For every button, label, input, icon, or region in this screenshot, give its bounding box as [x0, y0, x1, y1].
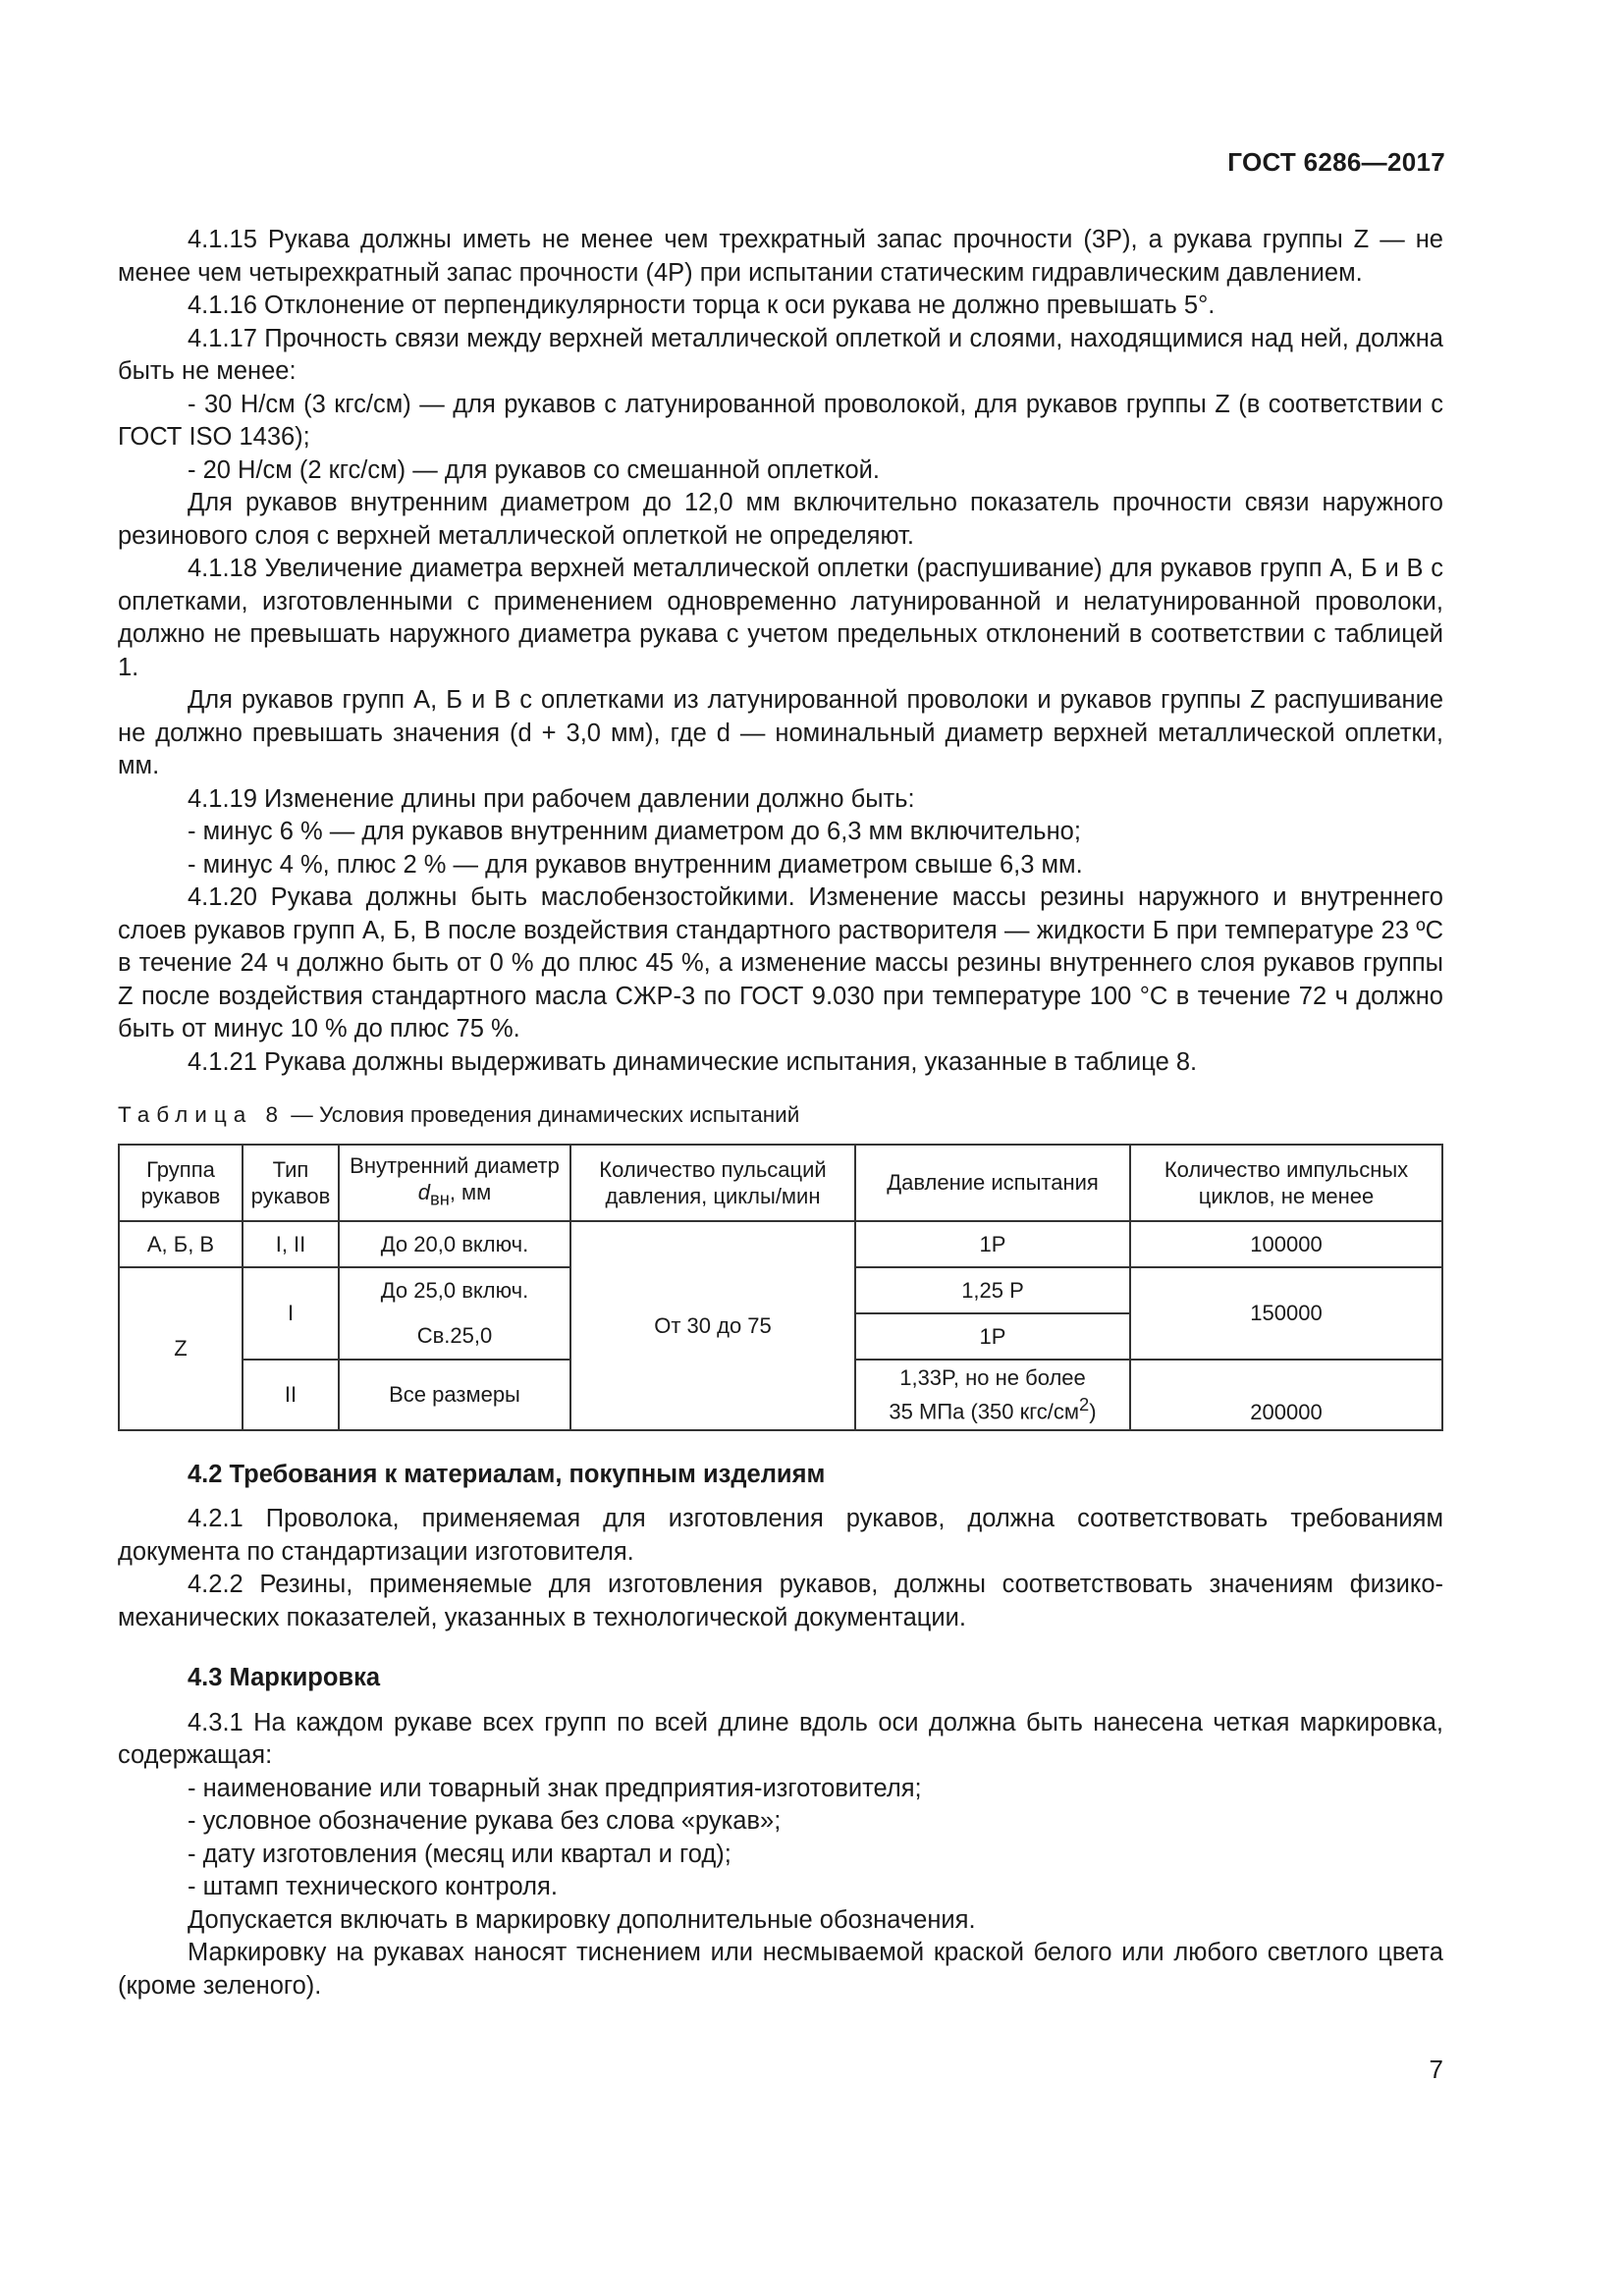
table-caption-label: Таблица 8 — [118, 1102, 285, 1127]
table-caption-text: — Условия проведения динамических испытаний — [285, 1102, 800, 1127]
table-header-row — [119, 1145, 1442, 1221]
paragraph-marking-method: Маркировку на рукавах наносят тиснением или несмываемой краской белого или любого светлого цвета (кроме зеленого). — [118, 1939, 1443, 2000]
paragraph-4-3-1: 4.3.1 На каждом рукаве всех групп по всей длине вдоль оси должна быть нанесена четкая маркировка, содержащая: — [118, 1708, 1443, 1769]
list-item-length-small: - минус 6 % — для рукавов внутренним диаметром до 6,3 мм включительно; — [188, 818, 1081, 845]
header-group: Группа рукавов — [119, 1145, 243, 1221]
table-row — [119, 1221, 1442, 1267]
cell-diameter: Св.25,0 — [339, 1313, 570, 1360]
header-type: Тип рукавов — [243, 1145, 339, 1221]
header-pressure: Давление испытания — [855, 1145, 1130, 1221]
cell-cycles: 100000 — [1130, 1221, 1442, 1267]
header-diameter: Внутренний диаметр $d_{вн}$, мм — [339, 1145, 570, 1221]
paragraph-4-1-19: 4.1.19 Изменение длины при рабочем давлении должно быть: — [188, 784, 915, 813]
page-number: 7 — [1429, 2055, 1443, 2084]
cell-group: Z — [119, 1267, 243, 1430]
list-item-marking: - наименование или товарный знак предприятия-изготовителя; — [188, 1774, 922, 1802]
cell-pressure: 1P — [855, 1313, 1130, 1360]
section-heading-4-3: 4.3 Маркировка — [188, 1664, 381, 1691]
list-item-marking: - штамп технического контроля. — [188, 1873, 558, 1900]
dynamic-test-table — [118, 1144, 1443, 1431]
cell-type: I — [243, 1267, 339, 1360]
list-item-bond-mixed: - 20 Н/см (2 кгс/см) — для рукавов со смешанной оплеткой. — [188, 455, 881, 484]
cell-type: II — [243, 1360, 339, 1430]
cell-diameter: Все размеры — [339, 1360, 570, 1430]
cell-diameter: До 20,0 включ. — [339, 1221, 570, 1267]
paragraph-4-1-21: 4.1.21 Рукава должны выдерживать динамические испытания, указанные в таблице 8. — [188, 1047, 1198, 1076]
section-heading-4-2: 4.2 Требования к материалам, покупным изделиям — [188, 1460, 826, 1488]
paragraph-fluffing-limit: Для рукавов групп А, Б и В с оплетками из латунированной проволоки и рукавов группы Z распушивание не должно превышать значения (d + 3,0 мм), где d — номинальный диаметр верхней металлической оплетки, мм. — [118, 686, 1443, 779]
paragraph-additional-marks: Допускается включать в маркировку дополнительные обозначения. — [188, 1905, 976, 1934]
paragraph-4-2-1: 4.2.1 Проволока, применяемая для изготовления рукавов, должна соответствовать требованиям документа по стандартизации изготовителя. — [118, 1505, 1443, 1566]
cell-diameter: До 25,0 включ. — [339, 1267, 570, 1313]
list-item-marking: - условное обозначение рукава без слова «рукав»; — [188, 1807, 782, 1835]
cell-group: А, Б, В — [119, 1221, 243, 1267]
document-code-header: ГОСТ 6286—2017 — [1227, 147, 1445, 177]
cell-type: I, II — [243, 1221, 339, 1267]
table-caption — [118, 1098, 1443, 1132]
paragraph-4-1-18: 4.1.18 Увеличение диаметра верхней металлической оплетки (распушивание) для рукавов групп А, Б и В с оплетками, изготовленными с применением одновременно латунированной и нелатунированной проволоки, должно не превышать наружного диаметра рукава с учетом предельных отклонений в соответствии с таблицей 1. — [118, 555, 1443, 681]
cell-pulsations: От 30 до 75 — [570, 1221, 855, 1430]
cell-pressure: 1,33P, но не более 35 МПа (350 кгс/$см^2$) — [855, 1360, 1130, 1430]
cell-pressure: 1P — [855, 1221, 1130, 1267]
paragraph-4-1-20: 4.1.20 Рукава должны быть маслобензостойкими. Изменение массы резины наружного и внутреннего слоев рукавов групп А, Б, В после воздействия стандартного растворителя — жидкости Б при температуре 23 ºС в течение 24 ч должно быть от 0 % до плюс 45 %, а изменение массы резины внутреннего слоя рукавов группы Z после воздействия стандартного масла СЖР-3 по ГОСТ 9.030 при температуре 100 °С в течение 72 ч должно быть от минус 10 % до плюс 75 %. — [118, 883, 1443, 1042]
cell-pressure: 1,25 P — [855, 1267, 1130, 1313]
list-item-length-large: - минус 4 %, плюс 2 % — для рукавов внутренним диаметром свыше 6,3 мм. — [188, 850, 1083, 879]
cell-cycles: 150000 — [1130, 1267, 1442, 1360]
paragraph-bond-note: Для рукавов внутренним диаметром до 12,0 мм включительно показатель прочности связи наружного резинового слоя с верхней металлической оплеткой не определяют. — [118, 489, 1443, 550]
header-pulsations: Количество пульсаций давления, циклы/мин — [570, 1145, 855, 1221]
cell-cycles: 200000 — [1130, 1360, 1442, 1430]
header-cycles: Количество импульсных циклов, не менее — [1130, 1145, 1442, 1221]
paragraph-4-1-16: 4.1.16 Отклонение от перпендикулярности торца к оси рукава не должно превышать 5°. — [188, 292, 1216, 319]
paragraph-4-1-15: 4.1.15 Рукава должны иметь не менее чем трехкратный запас прочности (3P), а рукава группы Z — не менее чем четырехкратный запас прочности (4P) при испытании статическим гидравлическим давлением. — [118, 226, 1443, 287]
page-body — [118, 224, 1443, 2002]
paragraph-4-2-2: 4.2.2 Резины, применяемые для изготовления рукавов, должны соответствовать значениям физико-механических показателей, указанных в технологической документации. — [118, 1571, 1443, 1631]
paragraph-4-1-17: 4.1.17 Прочность связи между верхней металлической оплеткой и слоями, находящимися над ней, должна быть не менее: — [118, 324, 1443, 385]
list-item-bond-brass: - 30 Н/см (3 кгс/см) — для рукавов с латунированной проволокой, для рукавов группы Z (в соответствии с ГОСТ ISO 1436); — [118, 390, 1443, 451]
list-item-marking: - дату изготовления (месяц или квартал и год); — [188, 1840, 731, 1868]
